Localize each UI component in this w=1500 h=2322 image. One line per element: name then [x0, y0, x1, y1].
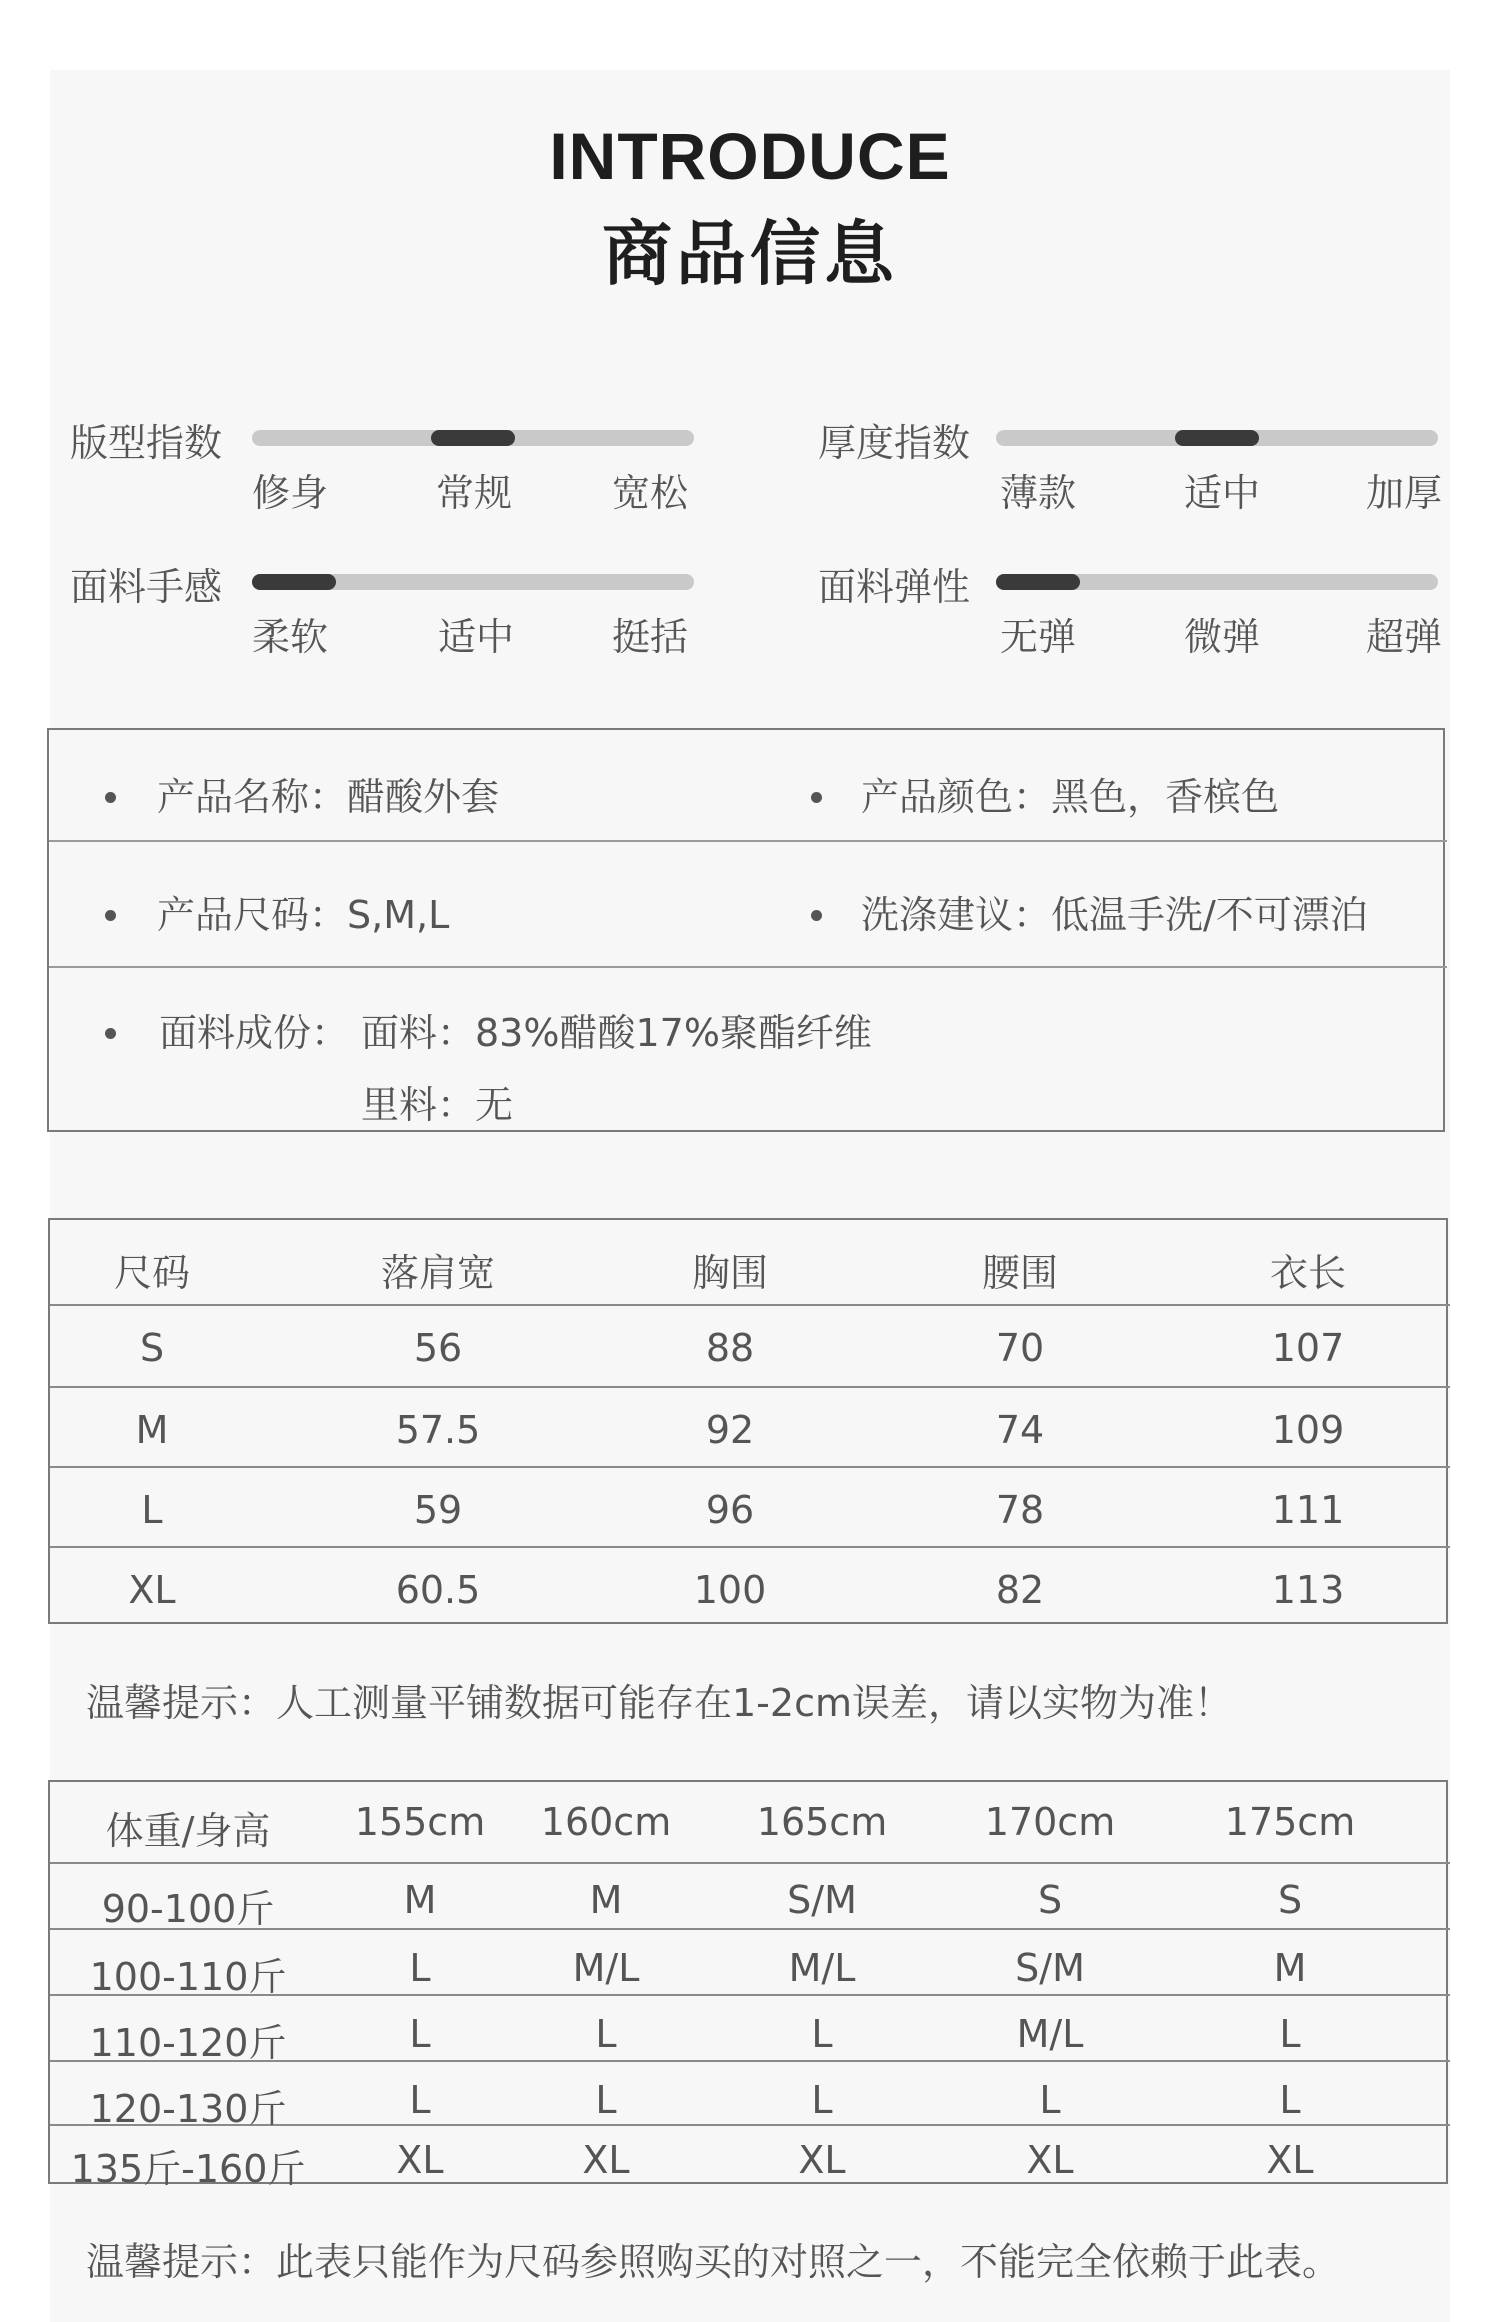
index-slider-marker: [996, 574, 1080, 590]
bullet-icon: [811, 910, 822, 921]
index-option: 柔软: [252, 615, 329, 659]
table-cell: L: [811, 2078, 833, 2122]
fabric-lining: 里料：无: [361, 1083, 514, 1127]
table-cell: S: [139, 1326, 165, 1370]
index-slider-track: [996, 574, 1438, 590]
fabric-label: 面料成份：: [159, 1011, 350, 1055]
table-cell: 90-100斤: [101, 1887, 275, 1931]
table-header-cell: 尺码: [113, 1251, 191, 1295]
table-cell: 109: [1271, 1408, 1345, 1452]
index-option: 薄款: [1000, 471, 1077, 515]
index-label: 厚度指数: [818, 421, 971, 465]
index-option: 宽松: [612, 471, 689, 515]
bullet-icon: [105, 910, 116, 921]
table-cell: 113: [1271, 1568, 1345, 1612]
table-cell: L: [141, 1488, 163, 1532]
table-header-cell: 体重/身高: [105, 1809, 271, 1853]
table-cell: L: [409, 2012, 431, 2056]
table-cell: XL: [582, 2138, 630, 2182]
table-header-cell: 胸围: [691, 1251, 769, 1295]
table-cell: 78: [995, 1488, 1045, 1532]
table-cell: M/L: [788, 1946, 856, 1990]
index-label: 版型指数: [70, 421, 223, 465]
title-cn: 商品信息: [602, 213, 898, 295]
table-header-cell: 155cm: [354, 1800, 486, 1844]
index-option: 适中: [438, 615, 515, 659]
table-cell: L: [595, 2012, 617, 2056]
table-cell: 96: [705, 1488, 755, 1532]
table-cell: XL: [798, 2138, 846, 2182]
index-slider-track: [252, 574, 694, 590]
table-cell: L: [1039, 2078, 1061, 2122]
table-cell: XL: [1026, 2138, 1074, 2182]
table-cell: S/M: [787, 1878, 857, 1922]
measurement-note: 温馨提示：人工测量平铺数据可能存在1-2cm误差，请以实物为准！: [86, 1681, 1232, 1725]
table-cell: S: [1037, 1878, 1063, 1922]
table-header-cell: 衣长: [1269, 1251, 1347, 1295]
table-cell: 57.5: [395, 1408, 481, 1452]
index-label: 面料手感: [70, 565, 223, 609]
table-cell: 111: [1271, 1488, 1345, 1532]
table-cell: 70: [995, 1326, 1045, 1370]
table-cell: 100: [693, 1568, 767, 1612]
table-header-cell: 170cm: [984, 1800, 1116, 1844]
table-cell: M: [1273, 1946, 1307, 1990]
index-option: 修身: [252, 471, 329, 515]
table-cell: 88: [705, 1326, 755, 1370]
table-header-cell: 160cm: [540, 1800, 672, 1844]
table-row-divider: [50, 1386, 1450, 1388]
bullet-icon: [105, 1028, 116, 1039]
table-cell: 120-130斤: [89, 2087, 287, 2131]
table-cell: 82: [995, 1568, 1045, 1612]
table-cell: 100-110斤: [89, 1955, 287, 1999]
table-header-cell: 165cm: [756, 1800, 888, 1844]
table-cell: S: [1277, 1878, 1303, 1922]
table-header-cell: 175cm: [1224, 1800, 1356, 1844]
table-cell: L: [595, 2078, 617, 2122]
title-en: INTRODUCE: [549, 119, 951, 193]
index-label: 面料弹性: [818, 565, 971, 609]
table-cell: XL: [128, 1568, 176, 1612]
table-cell: 74: [995, 1408, 1045, 1452]
index-option: 加厚: [1366, 471, 1443, 515]
table-cell: 60.5: [395, 1568, 481, 1612]
table-cell: M/L: [572, 1946, 640, 1990]
index-slider-marker: [1175, 430, 1259, 446]
index-slider-marker: [252, 574, 336, 590]
index-slider-track: [252, 430, 694, 446]
product-info-box: [47, 728, 1445, 1132]
table-cell: 92: [705, 1408, 755, 1452]
product-size: 产品尺码：S,M,L: [157, 893, 450, 937]
table-cell: 59: [413, 1488, 463, 1532]
table-row-divider: [50, 1466, 1450, 1468]
divider: [49, 840, 1447, 842]
table-cell: L: [409, 1946, 431, 1990]
bullet-icon: [105, 792, 116, 803]
table-row-divider: [50, 1304, 1450, 1306]
divider: [49, 966, 1447, 968]
table-cell: 56: [413, 1326, 463, 1370]
index-option: 常规: [436, 471, 513, 515]
table-cell: L: [811, 2012, 833, 2056]
table-cell: L: [409, 2078, 431, 2122]
fit-table: [48, 1780, 1448, 2191]
table-cell: 107: [1271, 1326, 1345, 1370]
table-row-divider: [50, 1546, 1450, 1548]
table-row-divider: [50, 1862, 1450, 1864]
table-cell: M: [135, 1408, 169, 1452]
table-header-cell: 腰围: [981, 1251, 1059, 1295]
product-name: 产品名称：醋酸外套: [157, 775, 500, 819]
reference-note: 温馨提示：此表只能作为尺码参照购买的对照之一，不能完全依赖于此表。: [86, 2240, 1341, 2284]
bullet-icon: [811, 792, 822, 803]
product-color: 产品颜色：黑色，香槟色: [861, 775, 1280, 819]
wash-advice: 洗涤建议：低温手洗/不可漂泊: [861, 893, 1368, 937]
table-cell: XL: [396, 2138, 444, 2182]
index-slider-track: [996, 430, 1438, 446]
index-option: 无弹: [1000, 615, 1077, 659]
table-cell: 135斤-160斤: [70, 2147, 306, 2191]
table-cell: M: [589, 1878, 623, 1922]
table-cell: M/L: [1016, 2012, 1084, 2056]
index-option: 挺括: [612, 615, 689, 659]
table-cell: M: [403, 1878, 437, 1922]
table-cell: XL: [1266, 2138, 1314, 2182]
size-table: [48, 1218, 1448, 1624]
index-option: 超弹: [1366, 615, 1443, 659]
index-slider-marker: [431, 430, 515, 446]
table-cell: 110-120斤: [89, 2021, 287, 2065]
table-header-cell: 落肩宽: [380, 1251, 496, 1295]
index-option: 适中: [1184, 471, 1261, 515]
fabric-main: 面料：83%醋酸17%聚酯纤维: [361, 1011, 872, 1055]
table-cell: L: [1279, 2078, 1301, 2122]
index-option: 微弹: [1184, 615, 1261, 659]
table-cell: L: [1279, 2012, 1301, 2056]
table-cell: S/M: [1015, 1946, 1085, 1990]
